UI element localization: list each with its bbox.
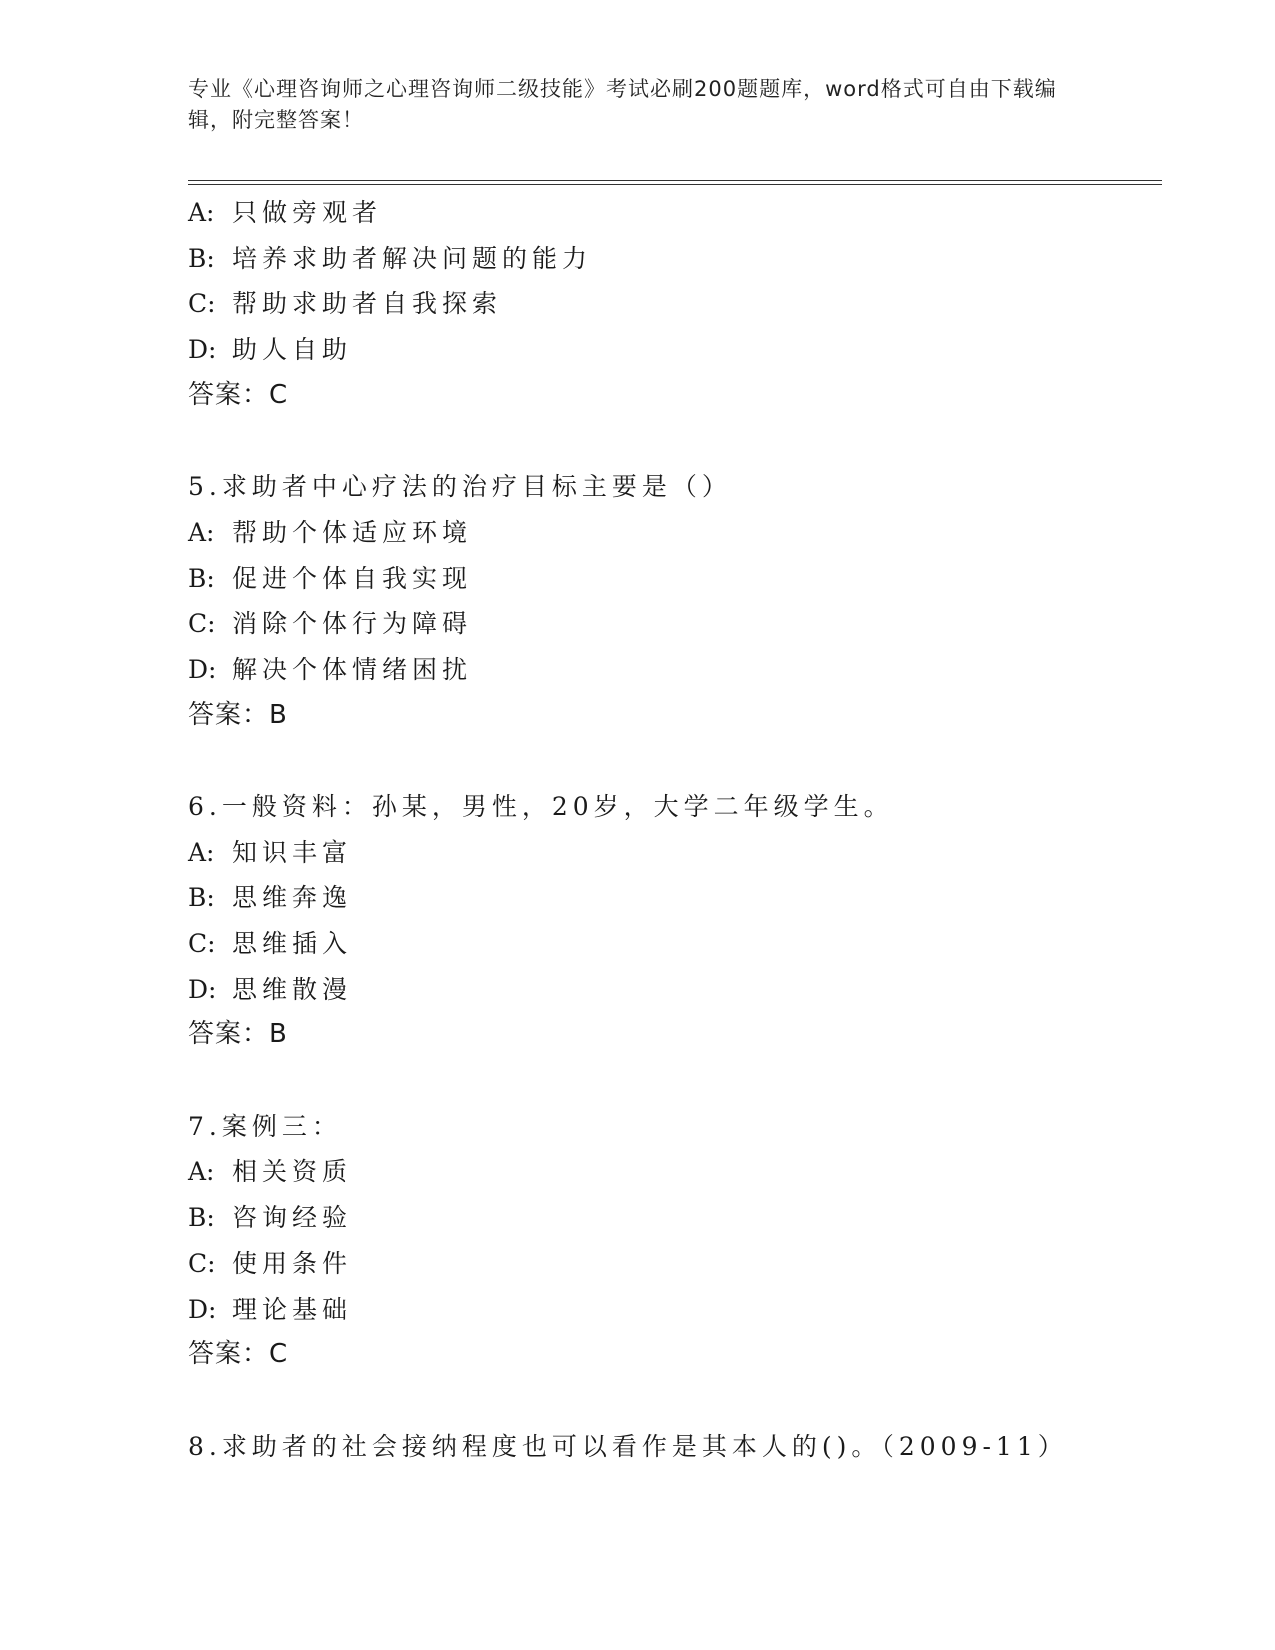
option-a: A: 知识丰富 — [188, 837, 353, 867]
option-d: D: 思维散漫 — [188, 974, 353, 1004]
document-header: 专业《心理咨询师之心理咨询师二级技能》考试必刷200题题库，word格式可自由下载编辑，附完整答案！ — [188, 77, 1057, 132]
question-stem: 8.求助者的社会接纳程度也可以看作是其本人的()。（2009-11） — [188, 1431, 1068, 1461]
answer: 答案：B — [188, 699, 288, 730]
spacer — [188, 1058, 1168, 1104]
option-a: A: 只做旁观者 — [188, 198, 383, 227]
option-b: B: 咨询经验 — [188, 1203, 353, 1233]
option-b: B: 思维奔逸 — [188, 883, 353, 913]
option-d: D: 解决个体情绪困扰 — [188, 654, 473, 684]
spacer — [188, 418, 1168, 464]
option-c: C: 使用条件 — [188, 1248, 353, 1278]
spacer — [188, 1378, 1168, 1424]
option-b: B: 培养求助者解决问题的能力 — [188, 243, 593, 273]
header-rule-top — [188, 180, 1162, 181]
option-b: B: 促进个体自我实现 — [188, 563, 473, 593]
question-stem: 6.一般资料：孙某，男性，20岁，大学二年级学生。 — [188, 791, 894, 821]
answer: 答案：B — [188, 1019, 288, 1050]
option-a: A: 帮助个体适应环境 — [188, 517, 473, 547]
option-d: D: 理论基础 — [188, 1294, 353, 1324]
option-d: D: 助人自助 — [188, 335, 353, 365]
option-a: A: 相关资质 — [188, 1157, 353, 1187]
option-c: C: 帮助求助者自我探索 — [188, 289, 503, 319]
question-stem: 5.求助者中心疗法的治疗目标主要是（） — [188, 472, 732, 502]
answer: 答案：C — [188, 1339, 289, 1370]
answer: 答案：C — [188, 379, 289, 410]
option-c: C: 思维插入 — [188, 929, 353, 958]
spacer — [188, 738, 1168, 784]
header-rule-bottom — [188, 184, 1162, 185]
question-stem: 7.案例三： — [188, 1111, 342, 1141]
question-list — [188, 190, 1168, 1469]
option-c: C: 消除个体行为障碍 — [188, 609, 473, 639]
